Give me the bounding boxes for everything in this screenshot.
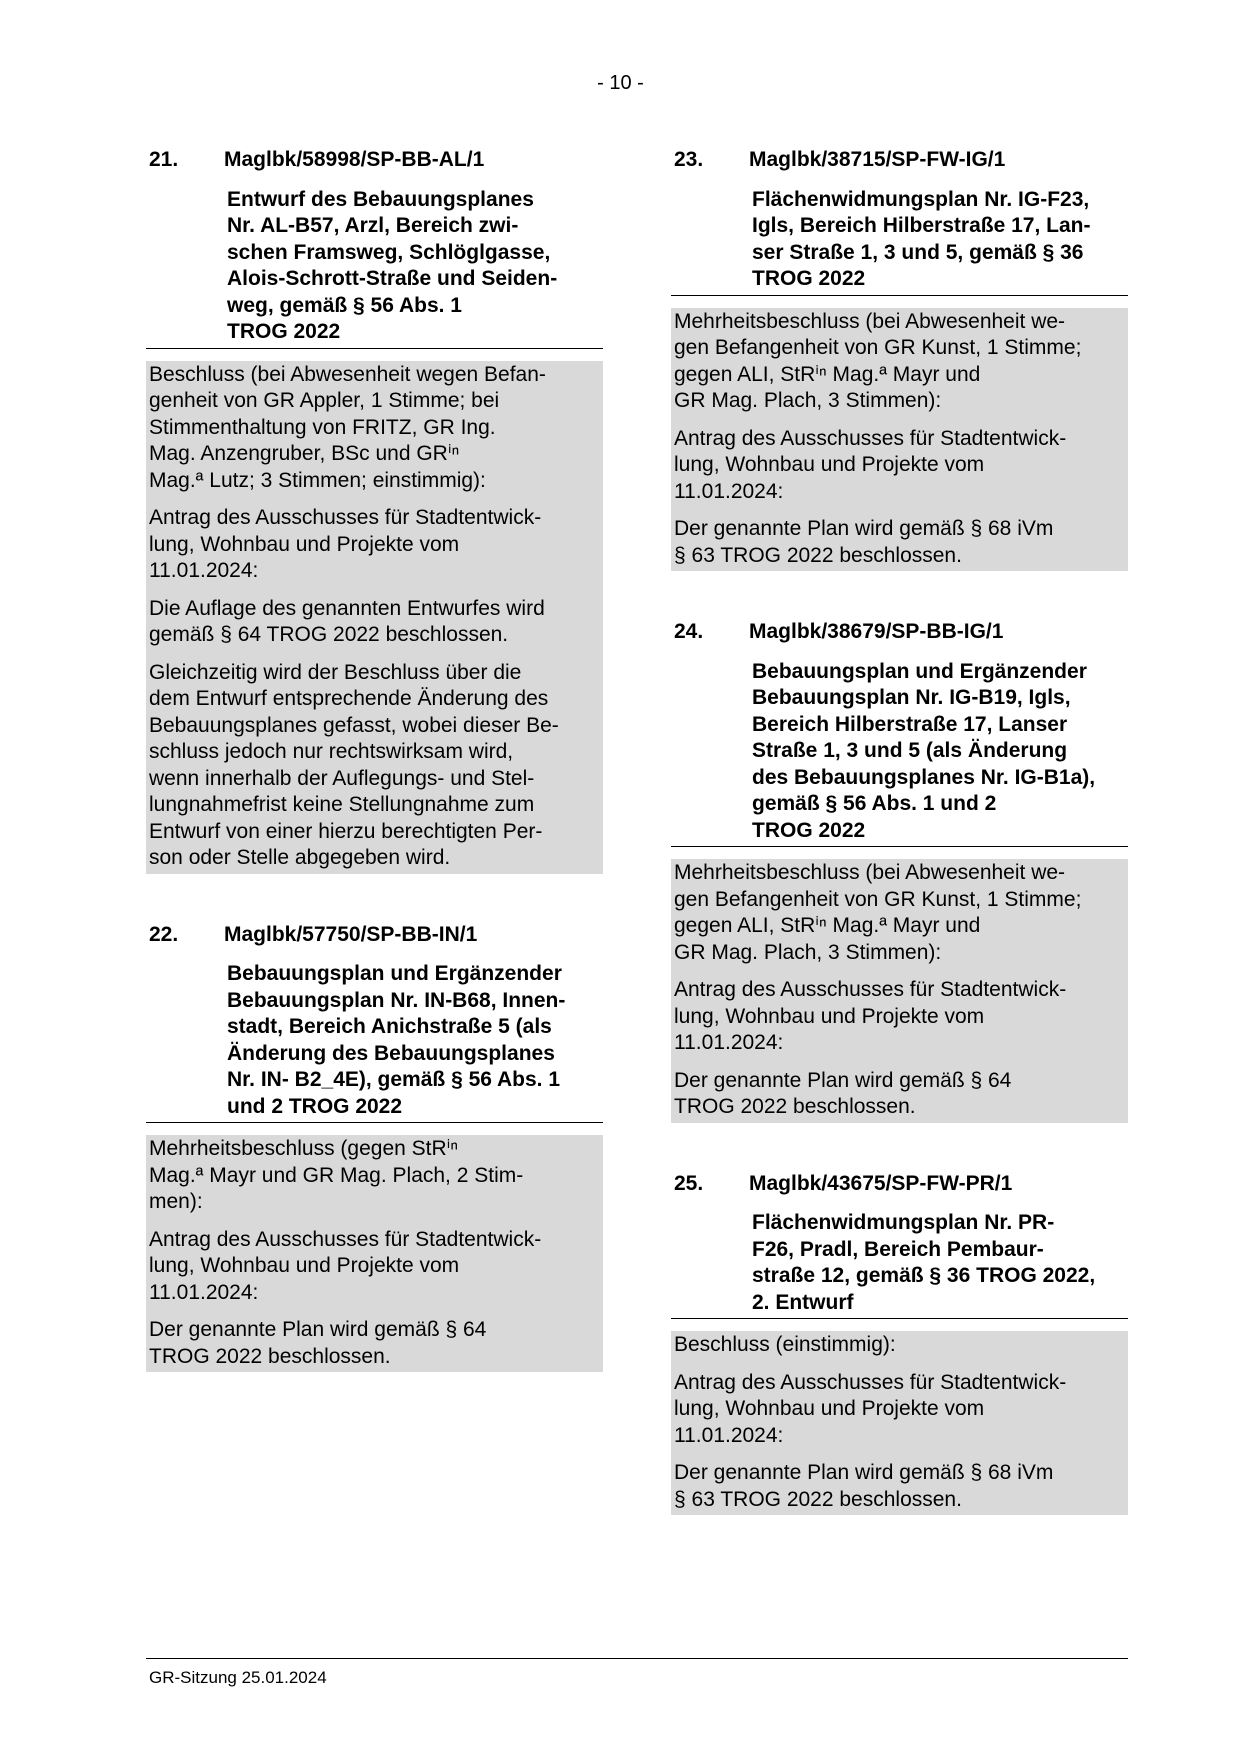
resolution-line: Mag. Anzengruber, BSc und GRⁱⁿ bbox=[149, 442, 460, 465]
resolution-paragraph bbox=[674, 1370, 1125, 1450]
resolution-line: lung, Wohnbau und Projekte vom bbox=[674, 1004, 985, 1028]
agenda-item-header bbox=[146, 147, 603, 346]
footer-session-date: GR-Sitzung 25.01.2024 bbox=[149, 1668, 327, 1687]
resolution-line: GR Mag. Plach, 3 Stimmen): bbox=[674, 940, 942, 964]
resolution-paragraph bbox=[149, 660, 600, 872]
item-title-line: 2. Entwurf bbox=[752, 1290, 854, 1314]
resolution-line: GR Mag. Plach, 3 Stimmen): bbox=[674, 389, 942, 412]
resolution-line: Antrag des Ausschusses für Stadtentwick- bbox=[674, 1370, 1067, 1394]
resolution-line: lung, Wohnbau und Projekte vom bbox=[149, 1254, 460, 1277]
item-title-line: des Bebauungsplanes Nr. IG-B1a), bbox=[752, 765, 1096, 789]
agenda-item bbox=[146, 147, 603, 874]
item-title-line: und 2 TROG 2022 bbox=[227, 1094, 403, 1118]
resolution-paragraph bbox=[674, 516, 1125, 569]
resolution-line: Gleichzeitig wird der Beschluss über die bbox=[149, 660, 522, 684]
item-reference: Maglbk/38679/SP-BB-IG/1 bbox=[749, 620, 1004, 643]
resolution-line: gen Befangenheit von GR Kunst, 1 Stimme; bbox=[674, 887, 1082, 911]
resolution-line: Antrag des Ausschusses für Stadtentwick- bbox=[149, 506, 542, 529]
item-title-line: straße 12, gemäß § 36 TROG 2022, bbox=[752, 1264, 1096, 1287]
item-title-line: Straße 1, 3 und 5 (als Änderung bbox=[752, 739, 1068, 762]
resolution-line: Der genannte Plan wird gemäß § 64 bbox=[674, 1068, 1012, 1092]
resolution-line: 11.01.2024: bbox=[674, 479, 784, 503]
item-divider bbox=[146, 1122, 603, 1123]
item-title-line: Igls, Bereich Hilberstraße 17, Lan- bbox=[752, 214, 1091, 237]
item-title bbox=[149, 961, 603, 1120]
item-title-line: TROG 2022 bbox=[752, 818, 866, 842]
item-reference: Maglbk/43675/SP-FW-PR/1 bbox=[749, 1171, 1013, 1195]
resolution-line: wenn innerhalb der Auflegungs- und Stel- bbox=[149, 766, 535, 790]
item-title-line: Entwurf des Bebauungsplanes bbox=[227, 187, 534, 211]
resolution-block bbox=[671, 1331, 1128, 1515]
item-title-line: ser Straße 1, 3 und 5, gemäß § 36 bbox=[752, 240, 1084, 264]
resolution-line: Antrag des Ausschusses für Stadtentwick- bbox=[149, 1227, 542, 1251]
item-title-line: Nr. IN- B2_4E), gemäß § 56 Abs. 1 bbox=[227, 1068, 561, 1091]
resolution-line: lungnahmefrist keine Stellungnahme zum bbox=[149, 793, 535, 816]
resolution-paragraph bbox=[149, 505, 600, 585]
resolution-line: gemäß § 64 TROG 2022 beschlossen. bbox=[149, 623, 509, 646]
resolution-paragraph bbox=[674, 977, 1125, 1057]
item-divider bbox=[671, 846, 1128, 847]
resolution-line: Beschluss (einstimmig): bbox=[674, 1333, 896, 1356]
item-title-line: Bebauungsplan und Ergänzender bbox=[227, 962, 562, 985]
item-title bbox=[674, 659, 1128, 845]
resolution-paragraph bbox=[674, 860, 1125, 966]
resolution-line: Mehrheitsbeschluss (gegen StRⁱⁿ bbox=[149, 1137, 459, 1160]
resolution-line: lung, Wohnbau und Projekte vom bbox=[674, 453, 985, 476]
resolution-line: Mag.ª Mayr und GR Mag. Plach, 2 Stim- bbox=[149, 1163, 524, 1187]
resolution-line: 11.01.2024: bbox=[149, 1280, 259, 1304]
item-number: 21. bbox=[149, 148, 179, 171]
right-column bbox=[671, 147, 1128, 1563]
resolution-line: Entwurf von einer hierzu berechtigten Per- bbox=[149, 819, 543, 843]
resolution-line: Der genannte Plan wird gemäß § 68 iVm bbox=[674, 517, 1054, 540]
agenda-item bbox=[146, 922, 603, 1373]
item-title bbox=[674, 187, 1128, 293]
resolution-line: Die Auflage des genannten Entwurfes wird bbox=[149, 596, 545, 620]
resolution-line: schluss jedoch nur rechtswirksam wird, bbox=[149, 740, 514, 763]
resolution-line: Mag.ª Lutz; 3 Stimmen; einstimmig): bbox=[149, 468, 486, 492]
agenda-item-header bbox=[671, 147, 1128, 293]
item-title-line: Bebauungsplan Nr. IN-B68, Innen- bbox=[227, 988, 566, 1012]
resolution-line: gegen ALI, StRⁱⁿ Mag.ª Mayr und bbox=[674, 914, 981, 937]
item-title-line: gemäß § 56 Abs. 1 und 2 bbox=[752, 792, 997, 815]
item-title-line: TROG 2022 bbox=[227, 320, 341, 343]
page-number: - 10 - bbox=[597, 72, 644, 94]
resolution-line: Der genannte Plan wird gemäß § 64 bbox=[149, 1318, 487, 1341]
resolution-line: Antrag des Ausschusses für Stadtentwick- bbox=[674, 978, 1067, 1001]
resolution-line: gen Befangenheit von GR Kunst, 1 Stimme; bbox=[674, 336, 1082, 359]
resolution-line: dem Entwurf entsprechende Änderung des bbox=[149, 687, 549, 710]
resolution-line: Beschluss (bei Abwesenheit wegen Befan- bbox=[149, 362, 546, 386]
item-reference: Maglbk/57750/SP-BB-IN/1 bbox=[224, 922, 478, 946]
item-title-line: Bereich Hilberstraße 17, Lanser bbox=[752, 712, 1068, 736]
item-number: 24. bbox=[674, 620, 704, 643]
resolution-paragraph bbox=[149, 1227, 600, 1307]
item-title-line: Nr. AL-B57, Arzl, Bereich zwi- bbox=[227, 214, 519, 237]
item-title-line: TROG 2022 bbox=[752, 267, 866, 290]
resolution-line: 11.01.2024: bbox=[674, 1423, 784, 1447]
resolution-paragraph bbox=[149, 596, 600, 649]
agenda-item bbox=[671, 147, 1128, 571]
resolution-block bbox=[146, 361, 603, 874]
resolution-line: § 63 TROG 2022 beschlossen. bbox=[674, 1487, 962, 1511]
agenda-item-header bbox=[671, 1171, 1128, 1317]
item-title-line: F26, Pradl, Bereich Pembaur- bbox=[752, 1237, 1044, 1261]
resolution-line: Mehrheitsbeschluss (bei Abwesenheit we- bbox=[674, 309, 1066, 333]
item-number: 23. bbox=[674, 148, 704, 171]
item-number: 22. bbox=[149, 922, 179, 946]
resolution-paragraph bbox=[674, 1332, 1125, 1359]
resolution-paragraph bbox=[674, 1068, 1125, 1121]
resolution-line: Antrag des Ausschusses für Stadtentwick- bbox=[674, 426, 1067, 450]
item-title-line: Bebauungsplan und Ergänzender bbox=[752, 659, 1087, 683]
item-title-line: Flächenwidmungsplan Nr. PR- bbox=[752, 1211, 1055, 1234]
resolution-line: TROG 2022 beschlossen. bbox=[674, 1095, 916, 1118]
resolution-line: Bebauungsplanes gefasst, wobei dieser Be- bbox=[149, 713, 559, 737]
resolution-paragraph bbox=[149, 1317, 600, 1370]
item-title-line: schen Framsweg, Schlöglgasse, bbox=[227, 240, 551, 264]
item-title-line: Alois-Schrott-Straße und Seiden- bbox=[227, 267, 558, 290]
item-title-line: stadt, Bereich Anichstraße 5 (als bbox=[227, 1015, 552, 1038]
resolution-line: Der genannte Plan wird gemäß § 68 iVm bbox=[674, 1461, 1054, 1484]
resolution-block bbox=[671, 859, 1128, 1123]
resolution-line: 11.01.2024: bbox=[674, 1031, 784, 1054]
resolution-line: son oder Stelle abgegeben wird. bbox=[149, 846, 451, 869]
item-title bbox=[149, 187, 603, 346]
left-column bbox=[146, 147, 603, 1420]
resolution-block bbox=[146, 1135, 603, 1372]
item-divider bbox=[671, 295, 1128, 296]
item-divider bbox=[146, 348, 603, 349]
resolution-line: lung, Wohnbau und Projekte vom bbox=[674, 1397, 985, 1420]
item-title-line: Flächenwidmungsplan Nr. IG-F23, bbox=[752, 187, 1090, 211]
resolution-paragraph bbox=[674, 309, 1125, 415]
resolution-paragraph bbox=[149, 362, 600, 495]
agenda-item bbox=[671, 1171, 1128, 1516]
resolution-line: genheit von GR Appler, 1 Stimme; bei bbox=[149, 389, 500, 412]
resolution-line: § 63 TROG 2022 beschlossen. bbox=[674, 543, 962, 567]
resolution-paragraph bbox=[674, 426, 1125, 506]
item-title-line: Bebauungsplan Nr. IG-B19, Igls, bbox=[752, 686, 1071, 709]
item-divider bbox=[671, 1318, 1128, 1319]
resolution-paragraph bbox=[674, 1460, 1125, 1513]
agenda-item-header bbox=[146, 922, 603, 1121]
item-title bbox=[674, 1210, 1128, 1316]
resolution-paragraph bbox=[149, 1136, 600, 1216]
resolution-line: Stimmenthaltung von FRITZ, GR Ing. bbox=[149, 415, 496, 439]
resolution-line: 11.01.2024: bbox=[149, 559, 259, 582]
item-reference: Maglbk/58998/SP-BB-AL/1 bbox=[224, 148, 485, 171]
agenda-item-header bbox=[671, 619, 1128, 844]
resolution-block bbox=[671, 308, 1128, 572]
item-number: 25. bbox=[674, 1171, 704, 1195]
resolution-line: men): bbox=[149, 1190, 203, 1213]
resolution-line: lung, Wohnbau und Projekte vom bbox=[149, 532, 460, 556]
item-reference: Maglbk/38715/SP-FW-IG/1 bbox=[749, 148, 1006, 171]
resolution-line: gegen ALI, StRⁱⁿ Mag.ª Mayr und bbox=[674, 362, 981, 386]
item-title-line: Änderung des Bebauungsplanes bbox=[227, 1041, 555, 1065]
item-title-line: weg, gemäß § 56 Abs. 1 bbox=[227, 293, 462, 317]
resolution-line: TROG 2022 beschlossen. bbox=[149, 1344, 391, 1368]
resolution-line: Mehrheitsbeschluss (bei Abwesenheit we- bbox=[674, 861, 1066, 884]
footer-divider bbox=[146, 1658, 1128, 1659]
agenda-item bbox=[671, 619, 1128, 1123]
